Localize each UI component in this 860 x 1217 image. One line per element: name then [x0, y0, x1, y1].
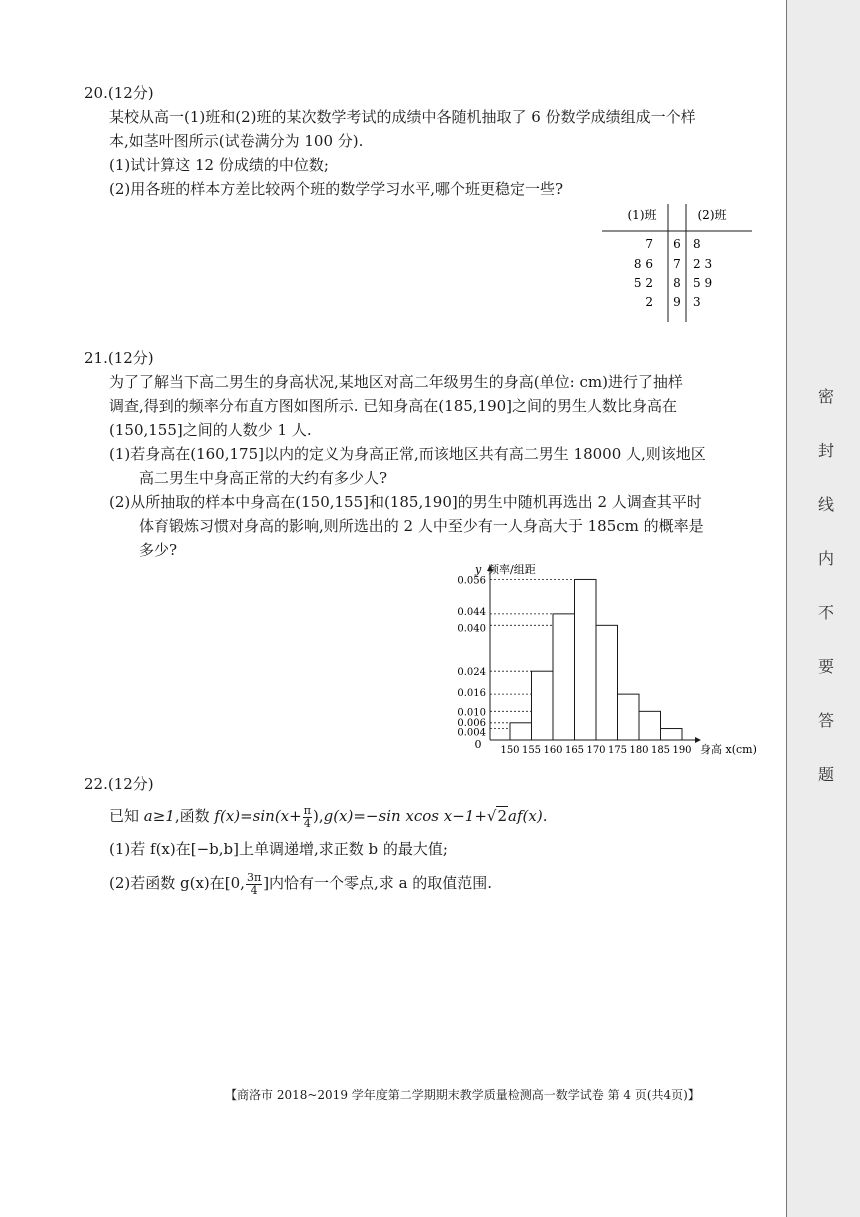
stemleaf-stem: 7: [673, 257, 681, 271]
x-tick-label: 170: [586, 745, 606, 756]
y-tick-label: 0.024: [457, 667, 486, 679]
histogram-bar: [532, 671, 554, 740]
stemleaf-stem: 9: [673, 295, 681, 309]
fraction-numerator: π: [303, 803, 311, 817]
stemleaf-right-leaves: 8: [693, 237, 701, 251]
stemleaf-left-leaves: 2: [645, 295, 653, 309]
q22-part2-a: (2)若函数 g(x)在[0,: [109, 874, 245, 892]
q22-part1: (1)若 f(x)在[−b,b]上单调递增,求正数 b 的最大值;: [109, 840, 448, 858]
stemleaf-right-leaves: 2 3: [693, 257, 713, 271]
stemleaf-left-leaves: 5 2: [633, 276, 653, 290]
y-tick-label: 0.006: [457, 717, 486, 729]
x-axis-label: 身高 x(cm): [700, 743, 757, 756]
q20-text-line2: 本,如茎叶图所示(试卷满分为 100 分).: [109, 132, 364, 150]
sqrt-radicand: 2: [497, 807, 508, 825]
stemleaf-stem: 6: [673, 237, 681, 251]
stemleaf-left-leaves: 7: [645, 237, 653, 251]
histogram-bar: [553, 614, 575, 740]
stemleaf-row: [634, 276, 712, 290]
stemleaf-row: [645, 237, 700, 251]
q22-f-def-b: ): [312, 807, 319, 825]
q20-header: 20.(12分): [84, 84, 154, 102]
seal-char: 密: [818, 387, 835, 406]
page-footer: 【商洛市 2018~2019 学年度第二学期期末教学质量检测高一数学试卷 第 4 页(共4页)】: [225, 1088, 700, 1102]
fraction-denominator: 4: [303, 816, 311, 830]
x-tick-label: 155: [521, 745, 542, 756]
q21-part2-line2: 体育锻炼习惯对身高的影响,则所选出的 2 人中至少有一人身高大于 185cm 的概率是: [139, 517, 704, 535]
q22-mid2: ,: [318, 807, 324, 825]
three-pi-over-4-fraction: [246, 872, 262, 897]
seal-char: 题: [818, 765, 835, 784]
x-tick-label: 160: [543, 745, 563, 756]
y-axis-letter: y: [475, 563, 482, 576]
histogram-bar: [596, 625, 618, 740]
seal-char: 要: [818, 657, 835, 676]
seal-char: 答: [818, 711, 835, 730]
pi-over-4-fraction: [303, 805, 312, 830]
q22-premise: [109, 803, 547, 830]
sqrt-icon: √: [486, 807, 497, 825]
q22-g-def-b: af(x).: [508, 807, 548, 825]
y-tick-label: 0.016: [457, 688, 486, 700]
stem-leaf-plot: [600, 200, 760, 330]
histogram-bar: [510, 723, 532, 740]
q22-condition: a≥1: [143, 807, 175, 825]
histogram-bar: [661, 729, 683, 740]
q22-f-def-a: f(x)=sin(x+: [214, 807, 302, 825]
histogram-bar: [575, 579, 597, 740]
q21-header: 21.(12分): [84, 349, 154, 367]
stemleaf-row: [634, 257, 712, 271]
stemleaf-left-leaves: 8 6: [633, 257, 653, 271]
origin-label: 0: [474, 738, 482, 751]
q22-part2-b: ]内恰有一个零点,求 a 的取值范围.: [263, 874, 493, 892]
q21-text-line1: 为了了解当下高二男生的身高状况,某地区对高二年级男生的身高(单位: cm)进行了抽样: [109, 373, 683, 391]
q21-text-line2: 调查,得到的频率分布直方图如图所示. 已知身高在(185,190]之间的男生人数比身高在: [109, 397, 678, 415]
q20-part2: (2)用各班的样本方差比较两个班的数学学习水平,哪个班更稳定一些?: [109, 180, 564, 198]
seal-char: 不: [818, 603, 835, 622]
q21-part1-line1: (1)若身高在(160,175]以内的定义为身高正常,而该地区共有高二男生 18000 人,则该地区: [109, 445, 706, 463]
q22-part2: [109, 870, 492, 897]
q21-text-line3: (150,155]之间的人数少 1 人.: [109, 421, 312, 439]
q20-text-line1: 某校从高一(1)班和(2)班的某次数学考试的成绩中各随机抽取了 6 份数学成绩组成一个样: [109, 108, 696, 126]
stemleaf-right-leaves: 3: [693, 295, 701, 309]
x-tick-label: 180: [629, 745, 649, 756]
stemleaf-row: [645, 295, 700, 309]
stemleaf-left-header: (1)班: [627, 208, 657, 222]
y-tick-label: 0.044: [457, 606, 486, 618]
x-tick-label: 190: [672, 745, 692, 756]
histogram-bar: [618, 694, 640, 740]
fraction-denominator: 4: [250, 883, 258, 897]
y-axis-label: 频率/组距: [488, 563, 536, 576]
q21-part1-line2: 高二男生中身高正常的大约有多少人?: [139, 469, 388, 487]
histogram-bar: [639, 711, 661, 740]
x-tick-label: 150: [500, 745, 520, 756]
seal-char: 封: [818, 441, 835, 460]
stemleaf-right-leaves: 5 9: [693, 276, 713, 290]
q22-g-def-a: g(x)=−sin xcos x−1+: [323, 807, 487, 825]
x-tick-label: 185: [650, 745, 671, 756]
x-tick-label: 175: [607, 745, 628, 756]
fraction-numerator: 3π: [246, 870, 262, 884]
q22-mid1: ,函数: [174, 807, 215, 825]
y-tick-label: 0.056: [457, 575, 486, 587]
q21-part2-line3: 多少?: [139, 541, 178, 559]
q20-part1: (1)试计算这 12 份成绩的中位数;: [109, 156, 329, 174]
q21-part2-line1: (2)从所抽取的样本中身高在(150,155]和(185,190]的男生中随机再选出 2 人调查其平时: [109, 493, 702, 511]
stemleaf-right-header: (2)班: [697, 208, 727, 222]
frequency-histogram: [440, 560, 770, 765]
y-tick-label: 0.004: [457, 727, 486, 739]
seal-char: 内: [818, 549, 835, 568]
q22-header: 22.(12分): [84, 775, 154, 793]
y-tick-label: 0.010: [457, 707, 486, 719]
seal-char: 线: [818, 495, 835, 514]
q22-pre: 已知: [109, 807, 144, 825]
y-tick-label: 0.040: [457, 623, 486, 635]
stemleaf-stem: 8: [673, 276, 681, 290]
x-tick-label: 165: [564, 745, 585, 756]
